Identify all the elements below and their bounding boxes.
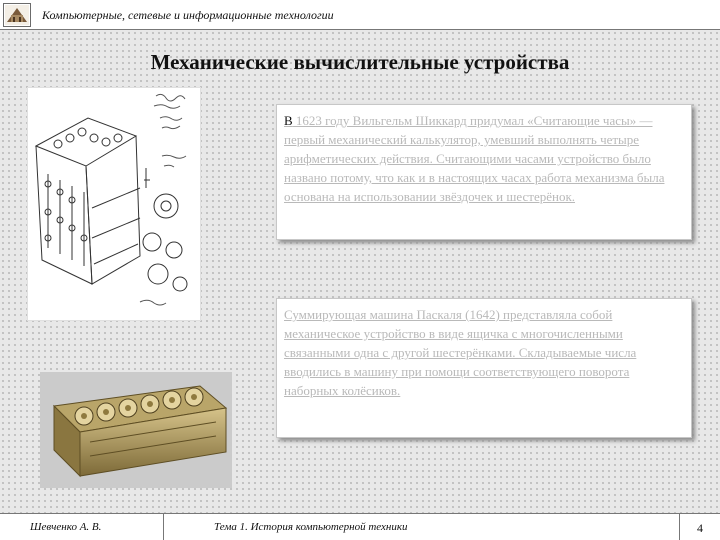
slide-title: Механические вычислительные устройства <box>150 50 570 74</box>
logo-icon <box>3 3 31 27</box>
schickard-lead-letter: В <box>284 113 293 128</box>
pascal-text-block <box>276 298 692 438</box>
page-number: 4 <box>697 521 703 535</box>
schickard-sketch-image <box>28 88 200 320</box>
schickard-text-block <box>276 104 692 240</box>
pascaline-photo-image <box>40 372 232 488</box>
footer-author: Шевченко А. В. <box>0 514 164 540</box>
footer-bar <box>0 513 720 540</box>
footer-topic: Тема 1. История компьютерной техники <box>164 514 680 540</box>
header-bar <box>0 0 720 30</box>
pascal-text: Суммирующая машина Паскаля (1642) представляла собой механическое устройство в виде ящичка с многочисленными связанными одна с другой шестерёнками. Складываемые числа вводились в машину при помощи соответствующего поворота наборных колёсиков. <box>284 307 637 398</box>
course-title: Компьютерные, сетевые и информационные технологии <box>42 8 334 22</box>
schickard-text: 1623 году Вильгельм Шиккард придумал «Считающие часы» — первый механический калькулятор, умевший выполнять четыре арифметических действия. Считающими часами устройство было названо потому, что как и в настоящих часах работа механизма была основана на использовании звёздочек и шестерёнок. <box>284 113 665 204</box>
